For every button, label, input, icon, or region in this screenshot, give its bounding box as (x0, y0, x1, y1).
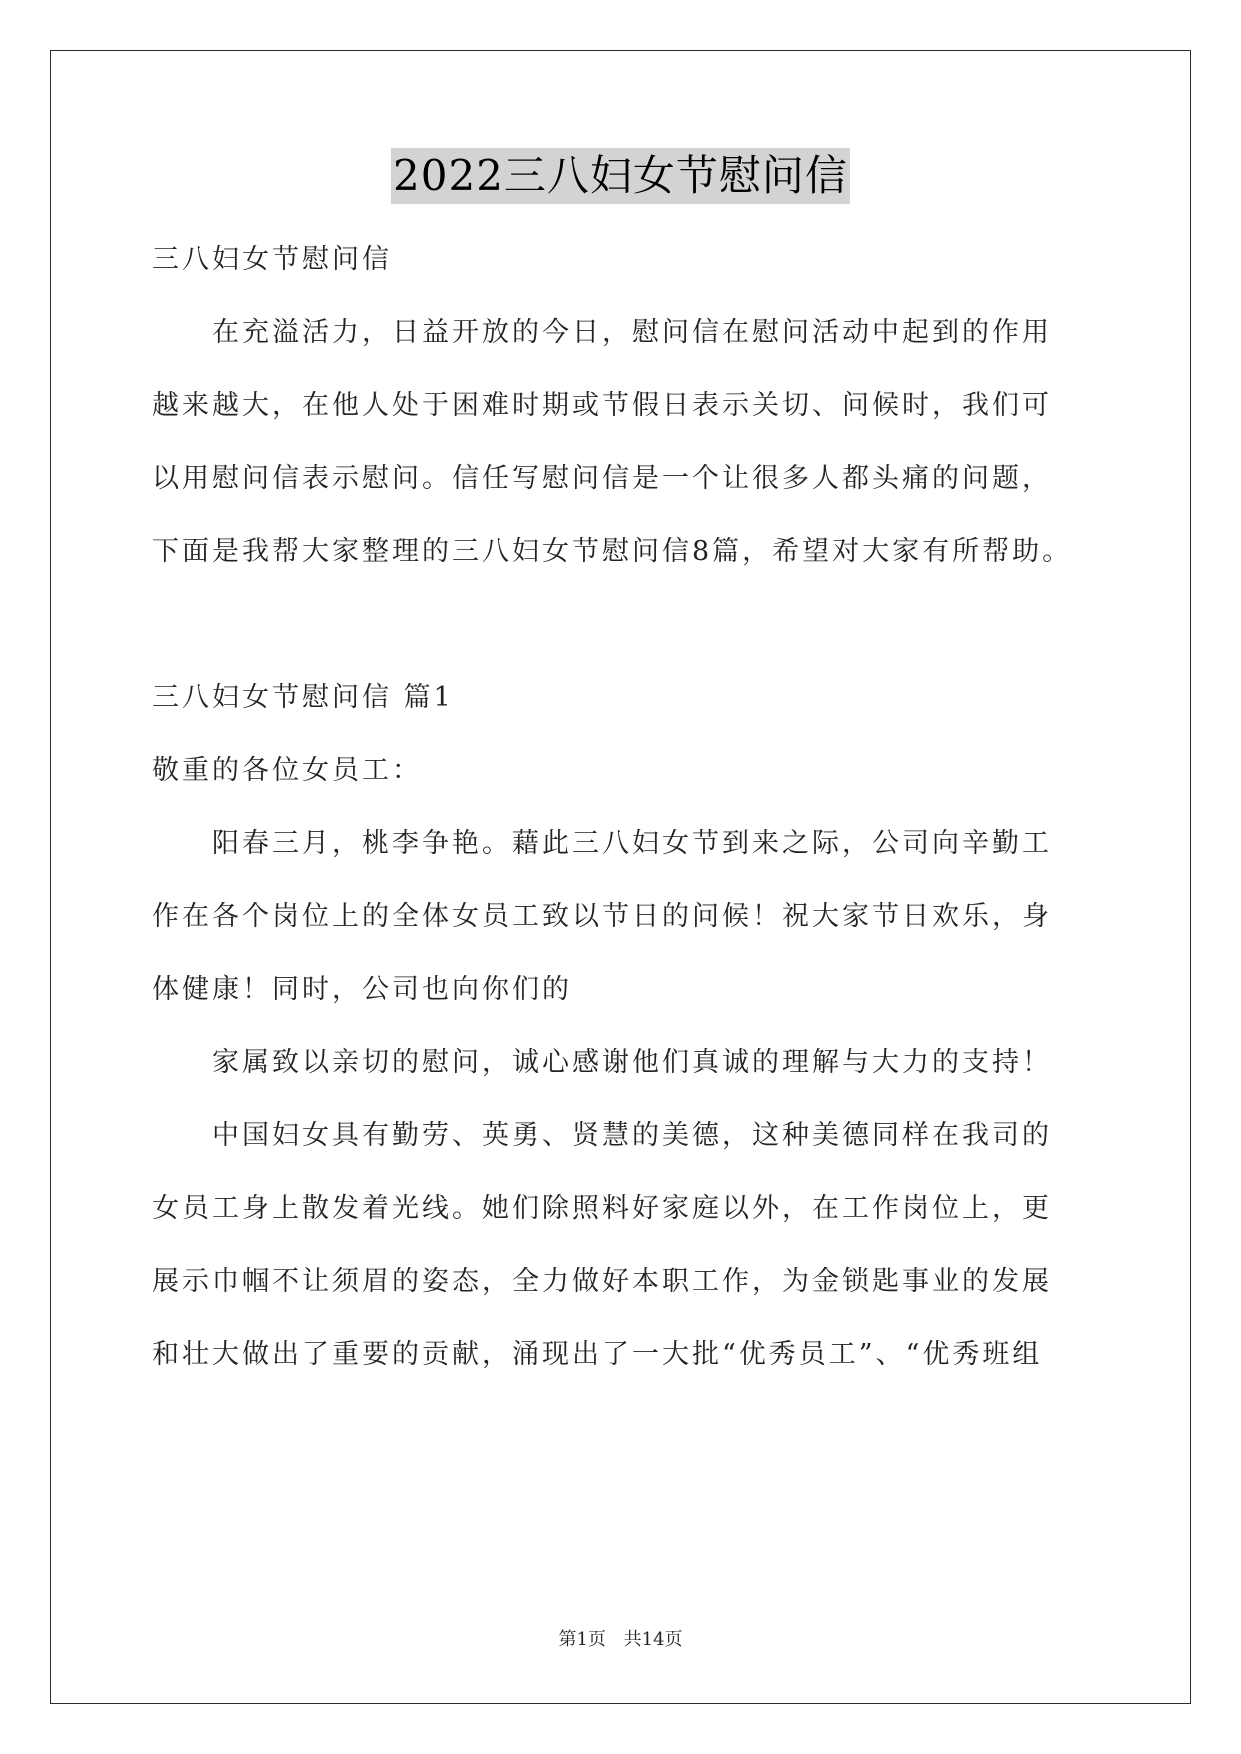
subtitle-line: 三八妇女节慰问信 (152, 244, 392, 275)
page-number: 第1页 (558, 1629, 606, 1650)
paragraph-line: 展示巾帼不让须眉的姿态，全力做好本职工作，为金锁匙事业的发展 (152, 1266, 1052, 1297)
paragraph-line: 和壮大做出了重要的贡献，涌现出了一大批“优秀员工”、“优秀班组 (152, 1339, 1043, 1370)
paragraph-line: 中国妇女具有勤劳、英勇、贤慧的美德，这种美德同样在我司的 (212, 1120, 1052, 1151)
paragraph-line: 阳春三月，桃李争艳。藉此三八妇女节到来之际，公司向辛勤工 (212, 828, 1052, 859)
page-border (50, 50, 1191, 1704)
paragraph-line: 作在各个岗位上的全体女员工致以节日的问候！祝大家节日欢乐，身 (152, 901, 1052, 932)
paragraph-line: 下面是我帮大家整理的三八妇女节慰问信8篇，希望对大家有所帮助。 (152, 536, 1073, 567)
title-container (0, 148, 1241, 204)
paragraph-line: 女员工身上散发着光线。她们除照料好家庭以外，在工作岗位上，更 (152, 1193, 1052, 1224)
section-heading: 三八妇女节慰问信 篇1 (152, 682, 454, 713)
paragraph-line: 体健康！同时，公司也向你们的 (152, 974, 572, 1005)
page-footer (0, 1628, 1241, 1652)
paragraph-line: 在充溢活力，日益开放的今日，慰问信在慰问活动中起到的作用 (212, 317, 1052, 348)
page-total: 共14页 (623, 1629, 683, 1650)
salutation-line: 敬重的各位女员工： (152, 755, 422, 786)
paragraph-line: 越来越大，在他人处于困难时期或节假日表示关切、问候时，我们可 (152, 390, 1052, 421)
paragraph-line: 以用慰问信表示慰问。信任写慰问信是一个让很多人都头痛的问题， (152, 463, 1052, 494)
document-title: 2022三八妇女节慰问信 (391, 148, 850, 204)
paragraph-line: 家属致以亲切的慰问，诚心感谢他们真诚的理解与大力的支持！ (212, 1047, 1052, 1078)
